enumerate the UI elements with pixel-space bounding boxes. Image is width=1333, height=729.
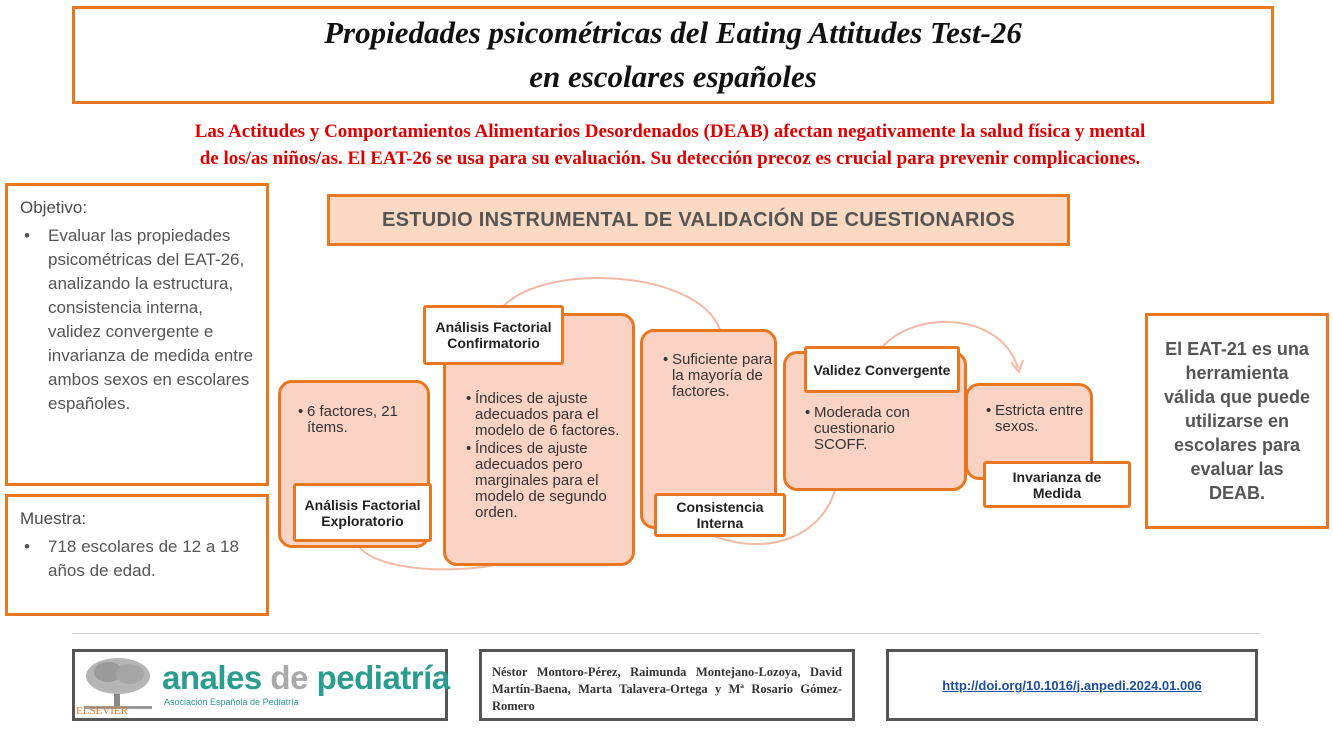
intro-line-1: Las Actitudes y Comportamientos Alimentarios Desordenados (DEAB) afectan negativamente la salud física y mental: [194, 121, 1146, 142]
step-consistency-text: [663, 352, 773, 402]
step-exploratory-label: Análisis Factorial Exploratorio: [293, 483, 432, 542]
step-confirmatory-item-2: • Índices de ajuste adecuados pero marginales para el modelo de segundo orden.: [466, 441, 626, 521]
step-consistency-item: • Suficiente para la mayoría de factores.: [663, 352, 773, 400]
sample-heading: Muestra:: [20, 509, 87, 528]
step-consistency-label: Consistencia Interna: [654, 493, 786, 537]
step-confirmatory-item-1: • Índices de ajuste adecuados para el modelo de 6 factores.: [466, 391, 626, 439]
step-convergent-item: • Moderada con cuestionario SCOFF.: [805, 405, 935, 453]
title-line-1: Propiedades psicométricas del Eating Attitudes Test-26: [324, 15, 1022, 50]
step-convergent-text: [805, 405, 935, 455]
journal-subtitle: Asociación Española de Pediatría: [164, 697, 299, 707]
elsevier-wordmark: ELSEVIER: [76, 705, 128, 717]
step-confirmatory-text: [466, 391, 626, 523]
step-confirmatory-label: Análisis Factorial Confirmatorio: [423, 305, 564, 365]
title-line-2: en escolares españoles: [529, 59, 817, 94]
step-invariance-text: [986, 403, 1086, 437]
step-invariance-item: • Estricta entre sexos.: [986, 403, 1086, 435]
journal-name: [162, 659, 450, 697]
journal-name-part-2: de: [270, 659, 308, 696]
step-convergent-label: Validez Convergente: [804, 346, 960, 393]
doi-box: [886, 649, 1258, 721]
step-exploratory-item: • 6 factores, 21 ítems.: [298, 404, 418, 436]
conclusion-box: El EAT-21 es una herramienta válida que puede utilizarse en escolares para evaluar las DEAB.: [1145, 313, 1329, 529]
sample-text: • 718 escolares de 12 a 18 años de edad.: [48, 535, 256, 583]
authors-box: Néstor Montoro-Pérez, Raimunda Montejano-Lozoya, David Martín-Baena, Marta Talavera-Ortega y Mª Rosario Gómez-Romero: [479, 649, 855, 721]
objective-heading: Objetivo:: [20, 198, 88, 217]
study-header: ESTUDIO INSTRUMENTAL DE VALIDACIÓN DE CUESTIONARIOS: [327, 194, 1070, 246]
journal-name-part-1: anales: [162, 659, 262, 696]
journal-name-part-3: pediatría: [316, 659, 450, 696]
footer-divider: [72, 633, 1260, 634]
step-exploratory-text: [298, 404, 418, 438]
doi-link[interactable]: http://doi.org/10.1016/j.anpedi.2024.01.006: [942, 677, 1202, 693]
objective-text: • Evaluar las propiedades psicométricas del EAT-26, analizando la estructura, consistencia interna, validez convergente e invarianza de medida entre ambos sexos en escolares españoles.: [48, 224, 256, 416]
step-invariance-label: Invarianza de Medida: [983, 461, 1131, 508]
intro-line-2: de los/as niños/as. El EAT-26 se usa para su evaluación. Su detección precoz es crucial para prevenir complicaciones.: [199, 148, 1141, 169]
